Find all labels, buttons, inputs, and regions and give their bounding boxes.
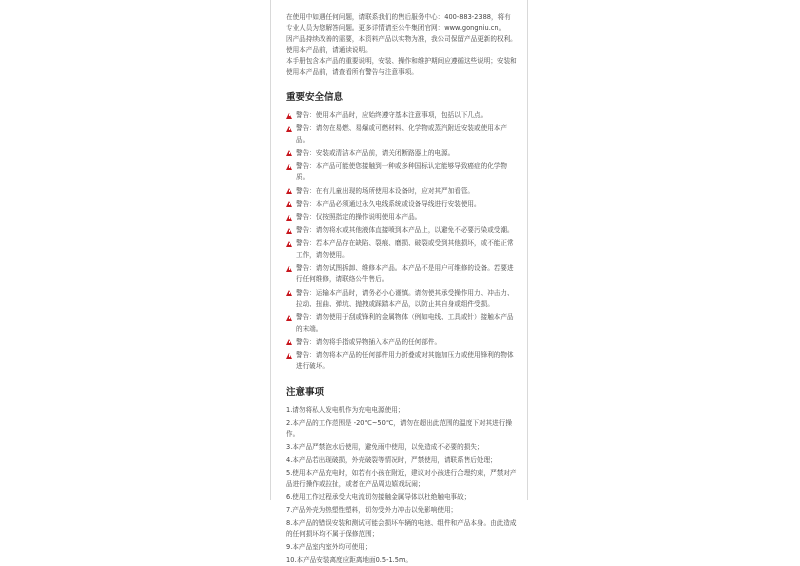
- warning-triangle-icon: [286, 353, 292, 359]
- warning-item: [286, 161, 517, 184]
- warning-triangle-icon: [286, 201, 292, 207]
- warning-text: 警告：运输本产品时，请务必小心谨慎。请勿使其承受操作用力、冲击力、拉动、扭曲、弹坑、抛拽或踩踏本产品，以防止其自身或组件受损。: [296, 288, 514, 309]
- note-item: 8.本产品的错误安装和测试可能会损坏车辆的电池、组件和产品本身。由此造成的任何损坏均不属于保修范围；: [286, 518, 517, 539]
- intro-paragraph-service: 在使用中如遇任何问题，请联系我们的售后服务中心：400-883-2388，将有专业人员为您解答问题。更多详情请至公牛集团官网：www.gongniu.cn。: [286, 13, 511, 32]
- intro-paragraph-manual: 本手册包含本产品的重要说明，安装、操作和维护期间应遵循这些说明；安装和使用本产品前，请查看所有警告与注意事项。: [286, 57, 517, 76]
- warning-item: [286, 263, 517, 286]
- intro-section: [286, 12, 517, 78]
- warning-item: [286, 199, 517, 210]
- warning-item: [286, 288, 517, 311]
- warning-triangle-icon: [286, 315, 292, 321]
- warning-item: [286, 186, 517, 197]
- warning-text: 警告：在有儿童出现的场所使用本设备时，应对其严加看管。: [296, 186, 475, 195]
- manual-page: [270, 0, 528, 564]
- note-item: 3.本产品严禁泡水后使用，避免雨中使用，以免造成不必要的损失；: [286, 442, 484, 451]
- warning-triangle-icon: [286, 126, 292, 132]
- warning-text: 警告：本产品可能使您接触到一种或多种国标认定能够导致癌症的化学物质。: [296, 162, 507, 182]
- warning-text: 警告：请勿在易燃、易爆或可燃材料、化学物或蒸汽附近安装或使用本产品。: [296, 124, 507, 144]
- notes-list: [286, 405, 517, 566]
- warning-item: [286, 123, 517, 146]
- notes-section-title: 注意事项: [286, 386, 325, 398]
- warning-triangle-icon: [286, 266, 292, 272]
- warning-triangle-icon: [286, 339, 292, 345]
- warning-text: 警告：请勿试图拆卸、维修本产品。本产品不是用户可维修的设备。若要进行任何维修，请联络公牛售后。: [296, 264, 514, 284]
- safety-warning-list: [286, 110, 517, 373]
- warning-text: 警告：请勿将手指或异物插入本产品的任何部件。: [296, 337, 442, 346]
- note-item: 6.使用工作过程承受大电流切勿接触金属导体以杜绝触电事故；: [286, 492, 471, 501]
- warning-triangle-icon: [286, 228, 292, 234]
- note-item: 4.本产品若出现破损，外壳破裂等情况时，严禁使用，请联系售后处理；: [286, 455, 497, 464]
- warning-triangle-icon: [286, 164, 292, 170]
- note-item: 5.使用本产品充电时，如若有小孩在附近，建议对小孩进行合理约束，严禁对产品进行操作或拉扯，或者在产品周边嬉戏玩闹；: [286, 468, 517, 489]
- warning-item: [286, 350, 517, 373]
- safety-section-title: 重要安全信息: [286, 92, 344, 103]
- note-item: 2.本产品的工作范围是 -20℃~50℃，请勿在超出此范围的温度下对其进行操作。: [286, 418, 512, 439]
- note-item: 7.产品外壳为热塑性塑料，切勿受外力冲击以免影响使用；: [286, 505, 458, 514]
- intro-paragraph-rights: 因产品持续改善的需要，本资料产品以实物为准，我公司保留产品更新的权利。: [286, 35, 517, 43]
- warning-triangle-icon: [286, 290, 292, 296]
- warning-item: [286, 238, 517, 261]
- warning-triangle-icon: [286, 215, 292, 221]
- warning-item: [286, 337, 517, 348]
- warning-text: 警告：仅按照指定的操作说明使用本产品。: [296, 213, 422, 222]
- warning-text: 警告：请勿将本产品的任何部件用力折叠或对其施加压力或使用锋利的物体进行破坏。: [296, 351, 514, 371]
- warning-triangle-icon: [286, 150, 292, 156]
- warning-text: 警告：请勿将水或其他液体直接喷到本产品上，以避免不必要污染或受潮。: [296, 226, 514, 235]
- warning-text: 警告：使用本产品时，应始终遵守基本注意事项，包括以下几点。: [296, 111, 488, 119]
- warning-item: [286, 312, 517, 335]
- note-item: 9.本产品室内室外均可使用；: [286, 542, 372, 551]
- note-item: 1.请勿将私人发电机作为充电电源使用；: [286, 405, 405, 414]
- warning-item: [286, 225, 517, 236]
- warning-item: [286, 110, 517, 121]
- warning-text: 警告：安装或清洁本产品前，请关闭断路器上的电源。: [296, 148, 455, 157]
- warning-triangle-icon: [286, 188, 292, 194]
- note-item: 10.本产品安装离度应距离地面0.5-1.5m。: [286, 555, 412, 564]
- warning-text: 警告：本产品必须通过永久电线系统或设备导线进行安装使用。: [296, 199, 481, 208]
- intro-paragraph-read: 使用本产品前，请通读说明。: [286, 46, 372, 54]
- warning-triangle-icon: [286, 113, 292, 119]
- warning-item: [286, 212, 517, 223]
- warning-item: [286, 148, 517, 159]
- warning-triangle-icon: [286, 241, 292, 247]
- warning-text: 警告：请勿使用于刮或锋利的金属物体（例如电线、工具或针）接触本产品的末端。: [296, 313, 514, 333]
- warning-text: 警告：若本产品存在缺陷、裂痕、磨损、破裂或受到其他损坏，或不能正常工作，请勿使用。: [296, 239, 514, 259]
